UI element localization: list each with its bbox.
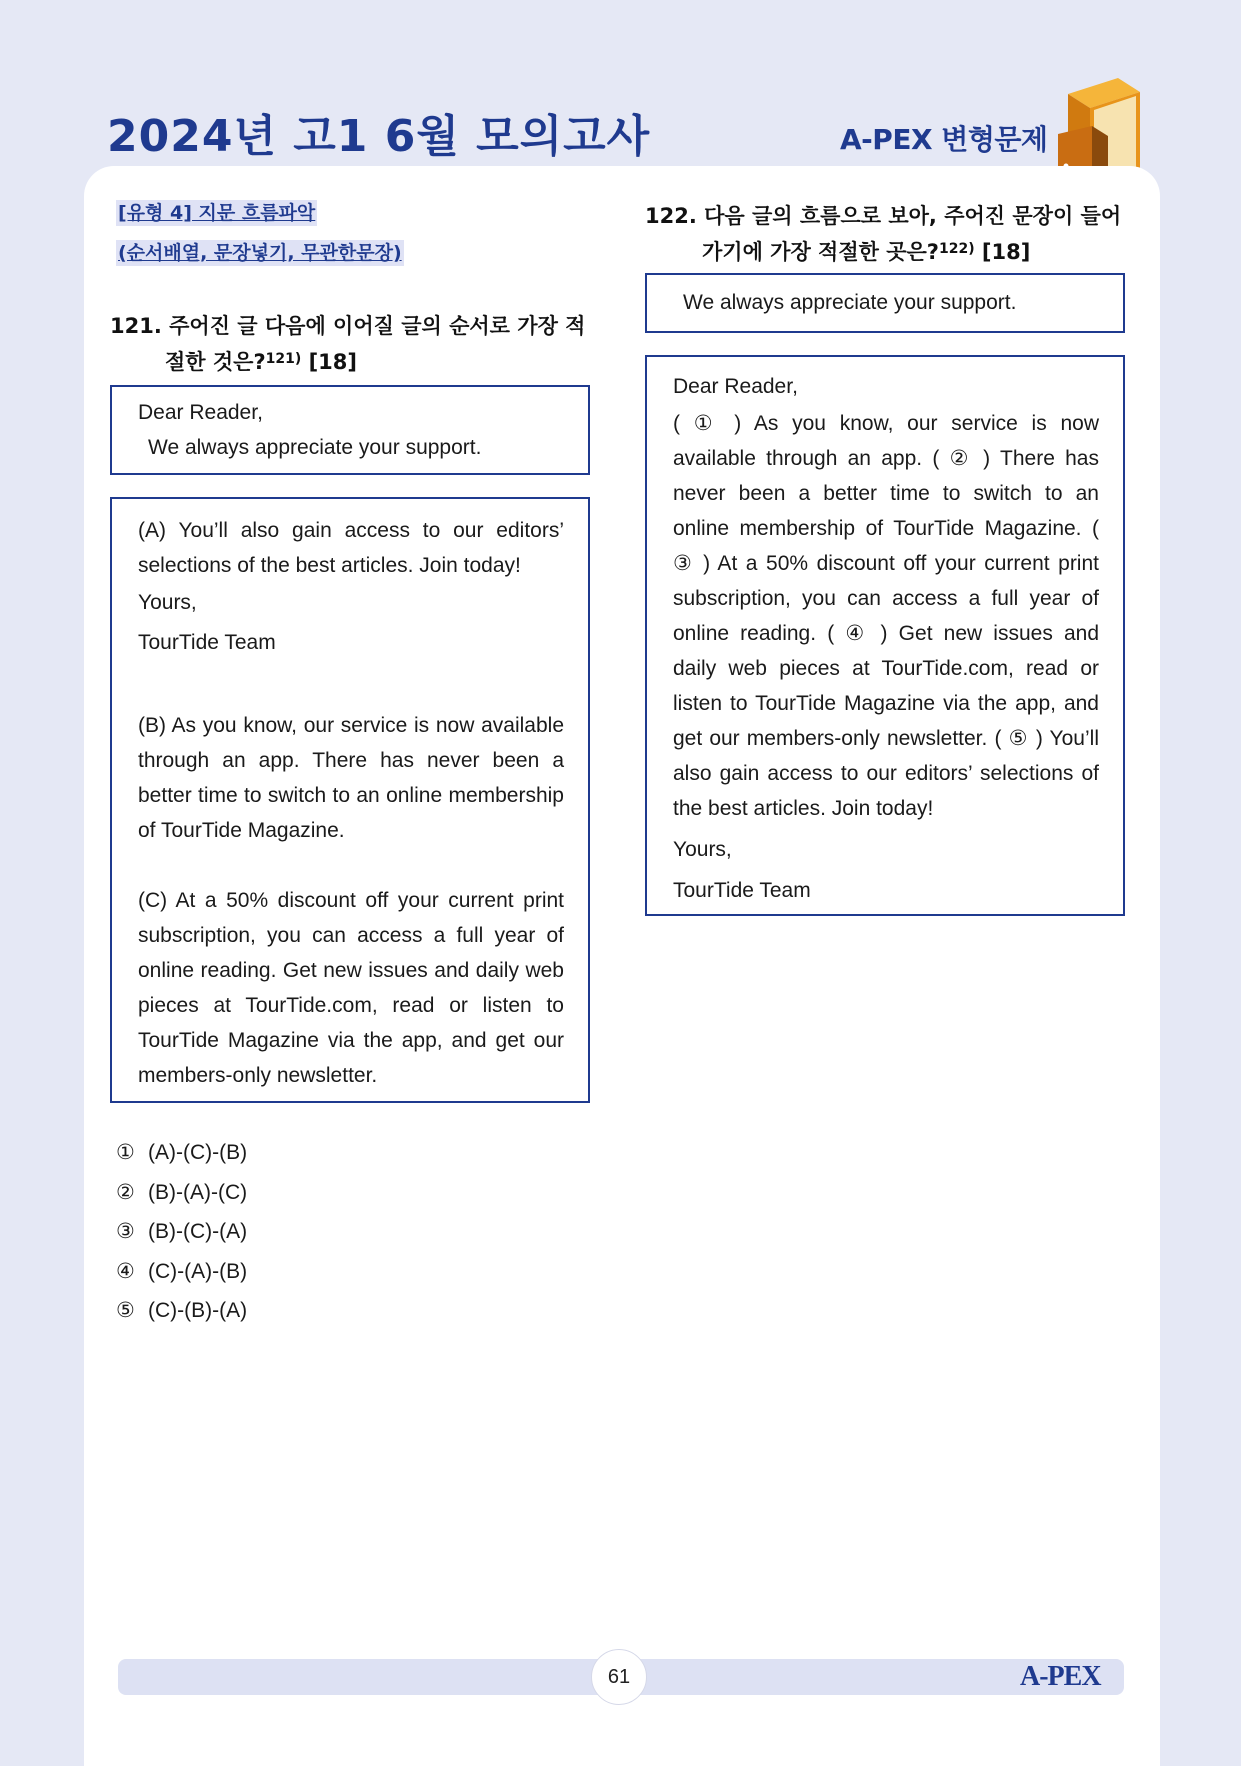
page-title: 2024년 고1 6월 모의고사 — [107, 111, 651, 162]
passage-signature: TourTide Team — [673, 879, 811, 902]
brand-label: A-PEX 변형문제 — [840, 123, 1048, 156]
option-text: (B)-(C)-(A) — [148, 1220, 248, 1243]
question-122-title — [645, 200, 1130, 269]
passage-greeting: Dear Reader, — [673, 375, 798, 398]
given-sentence: We always appreciate your support. — [683, 291, 1017, 314]
question-type-label: [유형 4] 지문 흐름파악 — [118, 202, 316, 224]
page-number: 61 — [591, 1649, 647, 1705]
paragraph-b: (B) As you know, our service is now available through an app. There has never been a better time to switch to an online membership of TourTide Magazine. — [138, 714, 564, 842]
option-1[interactable] — [116, 1133, 604, 1173]
footer-brand-logo: A-PEX — [1020, 1661, 1101, 1692]
score-label: [18] — [974, 240, 1031, 264]
option-text: (B)-(A)-(C) — [148, 1180, 248, 1204]
option-number: ② — [116, 1180, 135, 1204]
option-2[interactable] — [116, 1173, 604, 1213]
option-4[interactable] — [116, 1252, 604, 1292]
option-number: ④ — [116, 1259, 135, 1283]
score-label: [18] — [301, 350, 357, 374]
given-sentence: We always appreciate your support. — [148, 436, 482, 459]
option-3[interactable] — [116, 1212, 604, 1252]
paragraphs-box — [110, 497, 590, 1103]
paragraph-c: (C) At a 50% discount off your current print subscription, you can access a full year of online reading. Get new issues and daily web pieces at TourTide.com, read or listen to TourTide Magazine via the app, and get our members-only newsletter. — [138, 889, 564, 1087]
option-text: (C)-(B)-(A) — [148, 1299, 248, 1322]
paragraph-a-closing: Yours, — [138, 591, 197, 614]
option-number: ① — [116, 1141, 135, 1164]
question-type-tags — [116, 200, 604, 266]
option-number: ⑤ — [116, 1299, 135, 1322]
given-text-box — [110, 385, 590, 475]
right-column — [645, 200, 1130, 916]
paragraph-a-signature: TourTide Team — [138, 631, 276, 654]
question-type-sublabel: (순서배열, 문장넣기, 무관한문장) — [118, 242, 402, 264]
passage-body: ( ① ) As you know, our service is now available through an app. ( ② ) There has never been a better time to switch to an online membership of TourTide Magazine. ( ③ ) At a 50% discount off your current print subscription, you can access a full year of online reading. ( ④ ) Get new issues and daily web pieces at TourTide.com, read or listen to TourTide Magazine via the app, and get our members-only newsletter. ( ⑤ ) You’ll also gain access to our editors’ selections of the best articles. Join today! — [673, 412, 1099, 820]
left-column — [110, 200, 604, 1331]
question-121-title — [110, 310, 604, 379]
footnote-ref: 121) — [265, 351, 302, 367]
passage-box — [645, 355, 1125, 916]
option-text: (A)-(C)-(B) — [148, 1141, 248, 1164]
option-number: ③ — [116, 1220, 135, 1243]
answer-options — [110, 1133, 604, 1331]
option-text: (C)-(A)-(B) — [148, 1259, 248, 1283]
option-5[interactable] — [116, 1291, 604, 1331]
given-greeting: Dear Reader, — [138, 401, 263, 424]
paragraph-a: (A) You’ll also gain access to our editors’ selections of the best articles. Join today! — [138, 519, 564, 577]
footnote-ref: 122) — [938, 241, 975, 257]
given-sentence-box — [645, 273, 1125, 333]
passage-closing: Yours, — [673, 838, 732, 861]
question-121-text: 121. 주어진 글 다음에 이어질 글의 순서로 가장 적절한 것은? — [110, 314, 586, 374]
question-122-text: 122. 다음 글의 흐름으로 보아, 주어진 문장이 들어가기에 가장 적절한 곳은? — [645, 204, 1122, 264]
